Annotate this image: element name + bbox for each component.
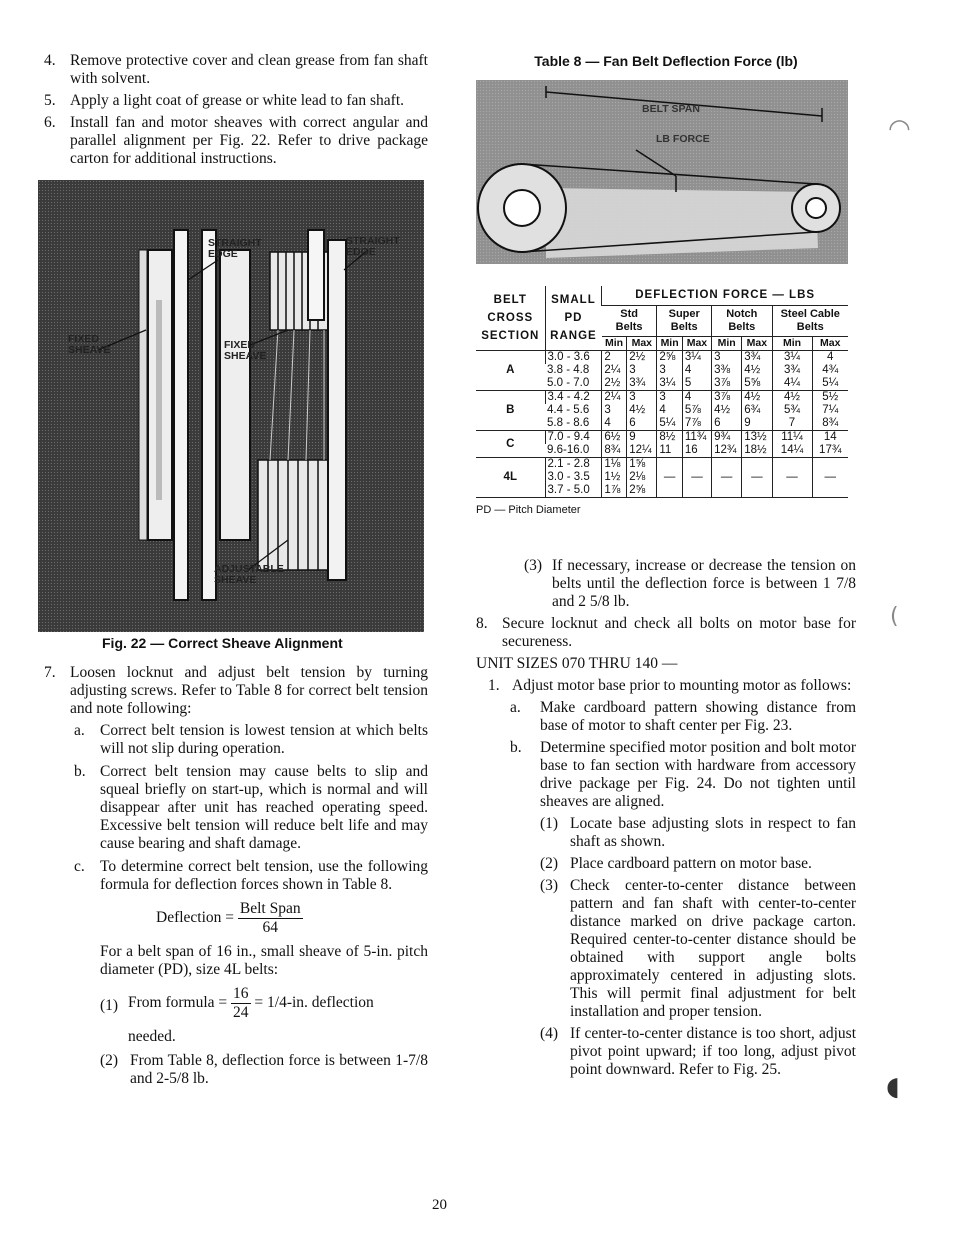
example-text: From formula = xyxy=(128,994,228,1012)
step-number: (3) xyxy=(524,557,543,574)
group-line: Belts xyxy=(615,321,643,333)
table-cell: 3¾ xyxy=(627,377,657,391)
step-7c-3 xyxy=(476,557,856,611)
step-5 xyxy=(44,92,428,110)
table-row xyxy=(476,351,848,365)
table-cell: 18½ xyxy=(742,444,772,458)
sub-text: Check center-to-center distance between pattern and fan shaft with center-to-center distance marked on drive package carton. Required center-to-center distance should be obtained with support angle bolts approximately centered in adjusting slots. This will permit final adjustment for belt installation and proper tension. xyxy=(570,877,856,1020)
table-cell: 5¼ xyxy=(657,417,682,431)
sub-number: (4) xyxy=(540,1025,559,1042)
table-cell: 2½ xyxy=(602,377,627,391)
max-header: Max xyxy=(627,337,657,351)
group-line: Std xyxy=(620,308,638,320)
header-line: BELT xyxy=(493,294,527,306)
label-fixed-sheave-right: FIXED SHEAVE xyxy=(224,339,267,362)
formula-numerator: Belt Span xyxy=(239,900,301,917)
table-cell: 2 xyxy=(602,351,627,365)
table-cell: 4½ xyxy=(772,391,812,405)
deflection-force-header: DEFLECTION FORCE — LBS xyxy=(602,286,848,306)
pd-range: 3.0 - 3.6 xyxy=(545,351,602,365)
sub-number: (2) xyxy=(540,855,559,872)
example-text: needed. xyxy=(128,1028,176,1045)
table-cell: 7 xyxy=(772,417,812,431)
figure-22-image xyxy=(38,180,424,632)
pd-range: 4.4 - 5.6 xyxy=(547,404,590,416)
section-name: 4L xyxy=(476,458,545,498)
right-column xyxy=(476,52,856,1083)
table-cell: 13½ xyxy=(742,431,772,445)
table-cell: — xyxy=(712,458,742,498)
unit-step-1 xyxy=(476,677,856,695)
steel-cable-belts-header xyxy=(772,306,848,337)
table-cell: — xyxy=(772,458,812,498)
table-cell: 6½ xyxy=(602,431,627,445)
example-number: (2) xyxy=(100,1052,119,1069)
step-text: Secure locknut and check all bolts on motor base for secureness. xyxy=(502,615,856,650)
fraction-denominator: 24 xyxy=(233,1004,249,1021)
header-line: CROSS xyxy=(487,312,534,324)
example-fraction xyxy=(231,985,251,1022)
table-cell: 1⅛ xyxy=(604,458,621,470)
max-header: Max xyxy=(742,337,772,351)
table-cell: 2¼ xyxy=(602,391,627,405)
belt-deflection-diagram xyxy=(476,80,848,264)
sub-text: If center-to-center distance is too short, adjust pivot point upward; if too long, adjust pivot point downward. Refer to Fig. 25. xyxy=(570,1025,856,1078)
table-cell: 3 xyxy=(657,391,682,405)
table-cell: 12¼ xyxy=(627,444,657,458)
table-cell: 4½ xyxy=(712,404,742,417)
step-6 xyxy=(44,114,428,168)
table-cell: 8¾ xyxy=(812,417,848,431)
deflection-force-table xyxy=(476,286,848,498)
table-cell: — xyxy=(682,458,711,498)
sub-number: (3) xyxy=(540,877,559,894)
sub-text: Make cardboard pattern showing distance from base of motor to shaft center per Fig. 23. xyxy=(540,699,856,734)
table-cell: 9 xyxy=(742,417,772,431)
table-cell: 5 xyxy=(682,377,711,391)
unit-step-1b-2 xyxy=(476,855,856,873)
example-number: (1) xyxy=(100,997,119,1014)
example-text: From Table 8, deflection force is between 1-7/8 and 2-5/8 lb. xyxy=(130,1052,428,1087)
header-line: SMALL xyxy=(551,294,596,306)
label-lb-force: LB FORCE xyxy=(656,133,710,145)
table-cell: 3¾ xyxy=(772,364,812,377)
deflection-formula xyxy=(156,900,428,937)
pd-range: 3.8 - 4.8 xyxy=(547,364,590,376)
section-name: A xyxy=(476,351,545,391)
header-line: SECTION xyxy=(481,330,540,342)
step-text: Install fan and motor sheaves with correct angular and parallel alignment per Fig. 22. Refer to drive package carton for additional instructions. xyxy=(70,114,428,167)
table-cell: — xyxy=(742,458,772,498)
super-belts-header xyxy=(657,306,712,337)
step-number: 4. xyxy=(44,52,56,69)
label-fixed-sheave-left: FIXED SHEAVE xyxy=(68,333,111,356)
step-text: Adjust motor base prior to mounting motor as follows: xyxy=(512,677,852,694)
table-cell: 2½ xyxy=(627,351,657,365)
table-cell: 3¼ xyxy=(657,377,682,391)
step-7a xyxy=(44,722,428,758)
table-cell: 5⅞ xyxy=(682,404,711,417)
binder-hole-mark-top: ◠ xyxy=(888,114,911,144)
table-cell: 4 xyxy=(682,391,711,405)
step-4 xyxy=(44,52,428,88)
table-cell: 6 xyxy=(627,417,657,431)
figure-22-caption: Fig. 22 — Correct Sheave Alignment xyxy=(102,635,343,651)
std-max-group xyxy=(627,458,657,498)
table-8-title: Table 8 — Fan Belt Deflection Force (lb) xyxy=(534,53,798,69)
table-cell: 4½ xyxy=(742,391,772,405)
table-cell: 7⅞ xyxy=(682,417,711,431)
formula-fraction xyxy=(238,900,303,937)
table-cell: 3¾ xyxy=(742,351,772,365)
page-number: 20 xyxy=(432,1197,447,1213)
step-7c xyxy=(44,858,428,894)
pd-range: 7.0 - 9.4 xyxy=(545,431,602,445)
table-cell: 1⅝ xyxy=(629,458,646,470)
table-cell: 14 xyxy=(812,431,848,445)
min-header: Min xyxy=(772,337,812,351)
unit-step-1b-4 xyxy=(476,1025,856,1079)
unit-step-1b xyxy=(476,739,856,811)
unit-step-1b-1 xyxy=(476,815,856,851)
sub-text: To determine correct belt tension, use the following formula for deflection forces shown in Table 8. xyxy=(100,858,428,893)
section-name: C xyxy=(476,431,545,458)
table-cell: 5¾ xyxy=(772,404,812,417)
table-cell: 4½ xyxy=(742,364,772,377)
std-min-group xyxy=(602,458,627,498)
sub-number: c. xyxy=(74,858,85,875)
unit-sizes-heading: UNIT SIZES 070 THRU 140 — xyxy=(476,655,678,672)
step-text: Apply a light coat of grease or white lead to fan shaft. xyxy=(70,92,404,109)
step-7b xyxy=(44,763,428,853)
step-number: 1. xyxy=(488,677,500,694)
pd-range: 9.6-16.0 xyxy=(547,444,590,456)
step-text: If necessary, increase or decrease the tension on belts until the deflection force is between 1 7/8 and 2 5/8 lb. xyxy=(552,557,856,610)
pd-range: 5.0 - 7.0 xyxy=(547,377,590,389)
sub-number: b. xyxy=(74,763,86,780)
unit-step-1a xyxy=(476,699,856,735)
table-cell: 12¾ xyxy=(712,444,742,458)
group-line: Belts xyxy=(670,321,698,333)
sub-text: Correct belt tension is lowest tension at which belts will not slip during operation. xyxy=(100,722,428,757)
group-line: Belts xyxy=(796,321,824,333)
table-cell: 9¾ xyxy=(712,431,742,445)
label-belt-span: BELT SPAN xyxy=(642,103,700,115)
table-cell: 11¾ xyxy=(682,431,711,445)
table-cell: 11¼ xyxy=(772,431,812,445)
table-cell: 14¼ xyxy=(772,444,812,458)
table-cell: 3¼ xyxy=(682,351,711,365)
table-row xyxy=(476,431,848,445)
header-line: PD xyxy=(564,312,583,324)
table-cell: 16 xyxy=(682,444,711,458)
table-cell: 3¼ xyxy=(772,351,812,365)
pd-range: 2.1 - 2.8 xyxy=(547,458,590,470)
table-cell: 17¾ xyxy=(812,444,848,458)
sub-number: b. xyxy=(510,739,522,756)
table-footnote: PD — Pitch Diameter xyxy=(476,504,581,516)
step-number: 5. xyxy=(44,92,56,109)
pd-range: 3.0 - 3.5 xyxy=(547,471,590,483)
sub-text: Determine specified motor position and bolt motor base to fan section with hardware from accessory drive package per Fig. 24. Do not tighten until sheaves are aligned. xyxy=(540,739,856,810)
label-adjustable-sheave: ADJUSTABLE SHEAVE xyxy=(214,563,284,586)
formula-lhs: Deflection = xyxy=(156,909,235,927)
example-text: = 1/4-in. deflection xyxy=(254,994,374,1012)
table-cell: 3 xyxy=(627,391,657,405)
table-cell: 1½ xyxy=(604,471,621,483)
section-name: B xyxy=(476,391,545,431)
table-cell: 4 xyxy=(657,404,682,417)
group-line: Super xyxy=(668,308,700,320)
table-cell: 5½ xyxy=(812,391,848,405)
label-straight-edge-right: STRAIGHT EDGE xyxy=(346,235,400,258)
table-cell: 3 xyxy=(627,364,657,377)
min-header: Min xyxy=(657,337,682,351)
table-cell: 8¾ xyxy=(602,444,627,458)
example-paragraph: For a belt span of 16 in., small sheave of 5-in. pitch diameter (PD), size 4L belts: xyxy=(100,943,428,978)
example-step-2 xyxy=(44,1052,428,1088)
table-cell: — xyxy=(812,458,848,498)
table-cell: 4¾ xyxy=(812,364,848,377)
table-cell: 4 xyxy=(602,417,627,431)
unit-step-1b-3 xyxy=(476,877,856,1021)
belt-cross-section-header xyxy=(476,286,545,351)
table-cell: 7¼ xyxy=(812,404,848,417)
header-line: RANGE xyxy=(550,330,597,342)
table-cell: — xyxy=(657,458,682,498)
formula-denominator: 64 xyxy=(262,919,279,936)
table-row xyxy=(476,458,848,498)
table-cell: 3 xyxy=(602,404,627,417)
table-cell: 3 xyxy=(712,351,742,365)
step-text: Loosen locknut and adjust belt tension by turning adjusting screws. Refer to Table 8 for correct belt tension and note following: xyxy=(70,664,428,717)
step-number: 6. xyxy=(44,114,56,131)
label-straight-edge-left: STRAIGHT EDGE xyxy=(208,237,262,260)
table-cell: 11 xyxy=(657,444,682,458)
step-number: 7. xyxy=(44,664,56,681)
table-cell: 9 xyxy=(627,431,657,445)
sub-text: Place cardboard pattern on motor base. xyxy=(570,855,812,872)
left-column xyxy=(44,52,428,1088)
pd-range: 3.4 - 4.2 xyxy=(545,391,602,405)
pd-range: 3.7 - 5.0 xyxy=(547,484,590,496)
table-cell: 8½ xyxy=(657,431,682,445)
step-7 xyxy=(44,664,428,718)
table-cell: 4¼ xyxy=(772,377,812,391)
table-cell: 4 xyxy=(812,351,848,365)
binder-hole-mark-bottom: ◖ xyxy=(886,1072,900,1102)
table-cell: 3⅜ xyxy=(712,364,742,377)
table-cell: 3 xyxy=(657,364,682,377)
step-number: 8. xyxy=(476,615,488,632)
sub-number: (1) xyxy=(540,815,559,832)
table-cell: 2¼ xyxy=(602,364,627,377)
sub-number: a. xyxy=(510,699,521,716)
table-cell: 3⅞ xyxy=(712,377,742,391)
group-line: Steel Cable xyxy=(780,308,840,320)
table-cell: 4 xyxy=(682,364,711,377)
table-cell: 5⅝ xyxy=(742,377,772,391)
group-line: Notch xyxy=(726,308,758,320)
table-cell: 1⅞ xyxy=(604,484,621,496)
table-cell: 2⅛ xyxy=(629,471,646,483)
table-cell: 6¾ xyxy=(742,404,772,417)
binder-hole-mark-middle: ( xyxy=(890,604,899,629)
table-cell: 4½ xyxy=(627,404,657,417)
pd-range: 5.8 - 8.6 xyxy=(547,417,590,429)
table-row xyxy=(476,391,848,405)
std-belts-header xyxy=(602,306,657,337)
max-header: Max xyxy=(682,337,711,351)
table-cell: 2⅝ xyxy=(629,484,646,496)
step-text: Remove protective cover and clean grease from fan shaft with solvent. xyxy=(70,52,428,87)
pd-range-group xyxy=(545,458,602,498)
table-cell: 3⅞ xyxy=(712,391,742,405)
table-cell: 6 xyxy=(712,417,742,431)
table-cell: 5¼ xyxy=(812,377,848,391)
sub-text: Locate base adjusting slots in respect to fan shaft as shown. xyxy=(570,815,856,850)
group-line: Belts xyxy=(728,321,756,333)
sub-text: Correct belt tension may cause belts to slip and squeal briefly on start-up, which is normal and will disappear after unit has reached operating speed. Excessive belt tension will reduce belt life and may cause bearing and shaft damage. xyxy=(100,763,428,852)
small-pd-range-header xyxy=(545,286,602,351)
sub-number: a. xyxy=(74,722,85,739)
step-8 xyxy=(476,615,856,651)
min-header: Min xyxy=(602,337,627,351)
table-cell: 2⅝ xyxy=(657,351,682,365)
min-header: Min xyxy=(712,337,742,351)
notch-belts-header xyxy=(712,306,772,337)
max-header: Max xyxy=(812,337,848,351)
example-step-1 xyxy=(44,985,428,1046)
fraction-numerator: 16 xyxy=(233,985,249,1002)
